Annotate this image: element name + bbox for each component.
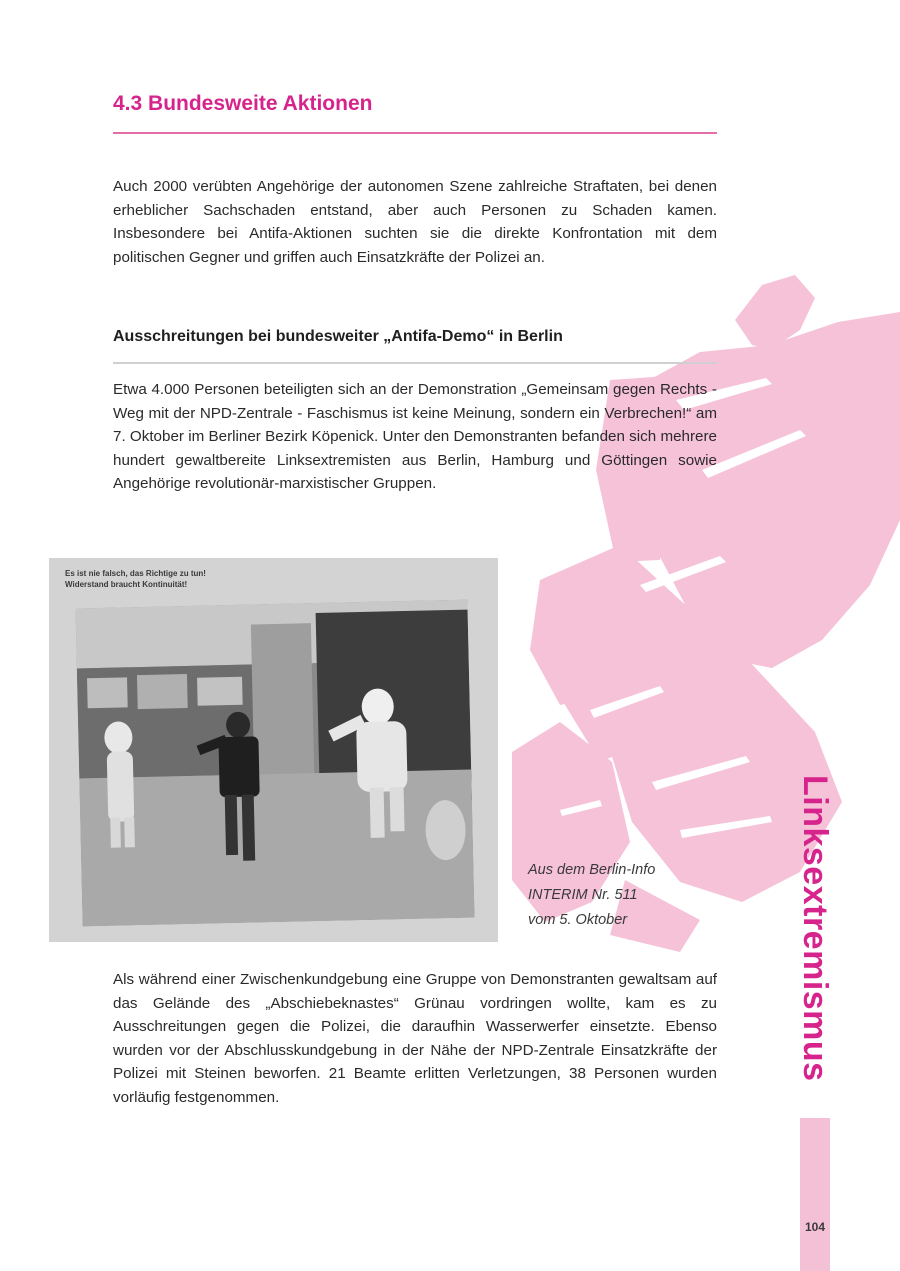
photo-caption-line-2: INTERIM Nr. 511 bbox=[528, 887, 638, 903]
photo-caption-line-3: vom 5. Oktober bbox=[528, 912, 628, 928]
demo-paragraph: Etwa 4.000 Personen beteiligten sich an der Demonstration „Gemeinsam gegen Rechts - Weg mit der NPD-Zentrale - Faschismus ist keine Meinung, sondern ein Verbrechen!“ am 7. Oktober im Berliner Bezirk Köpenick. Unter den Demonstranten befanden sich mehrere hundert gewaltbereite Linksextremisten aus Berlin, Hamburg und Göttingen sowie Angehörige revolutionär-marxistischer Gruppen. bbox=[113, 381, 717, 492]
page-number: 104 bbox=[804, 1220, 826, 1234]
photo-header-text bbox=[65, 568, 206, 590]
section-title: 4.3 Bundesweite Aktionen bbox=[113, 92, 373, 115]
intro-paragraph: Auch 2000 verübten Angehörige der autonomen Szene zahlreiche Straftaten, bei denen erheblicher Sachschaden entstand, aber auch Personen zu Schaden kamen. Insbesondere bei Antifa-Aktionen suchten sie die direkte Konfrontation mit dem politischen Gegner und griffen auch Einsatzkräfte der Polizei an. bbox=[113, 178, 717, 266]
subsection-divider bbox=[113, 362, 717, 364]
subsection-heading: Ausschreitungen bei bundesweiter „Antifa-Demo“ in Berlin bbox=[113, 328, 563, 345]
demonstration-photo bbox=[49, 558, 498, 942]
section-title-divider bbox=[113, 132, 717, 134]
photo-caption bbox=[528, 858, 655, 933]
photo-header-line-2: Widerstand braucht Kontinuität! bbox=[65, 580, 188, 589]
photo-header-line-1: Es ist nie falsch, das Richtige zu tun! bbox=[65, 569, 206, 578]
riots-paragraph: Als während einer Zwischenkundgebung eine Gruppe von Demonstranten gewaltsam auf das Gelände des „Abschiebeknastes“ Grünau vordringen wollte, kam es zu Ausschreitungen gegen die Polizei, die daraufhin Wasserwerfer einsetzte. Ebenso wurden vor der Abschlusskundgebung in der Nähe der NPD-Zentrale Einsatzkräfte der Polizei mit Steinen beworfen. 21 Beamte erlitten Verletzungen, 38 Personen wurden vorläufig festgenommen. bbox=[113, 971, 717, 1106]
riot-scene-photo bbox=[75, 600, 474, 927]
photo-caption-line-1: Aus dem Berlin-Info bbox=[528, 862, 656, 878]
chapter-side-bar bbox=[800, 1118, 830, 1271]
chapter-side-title: Linksextremismus bbox=[796, 775, 834, 1082]
